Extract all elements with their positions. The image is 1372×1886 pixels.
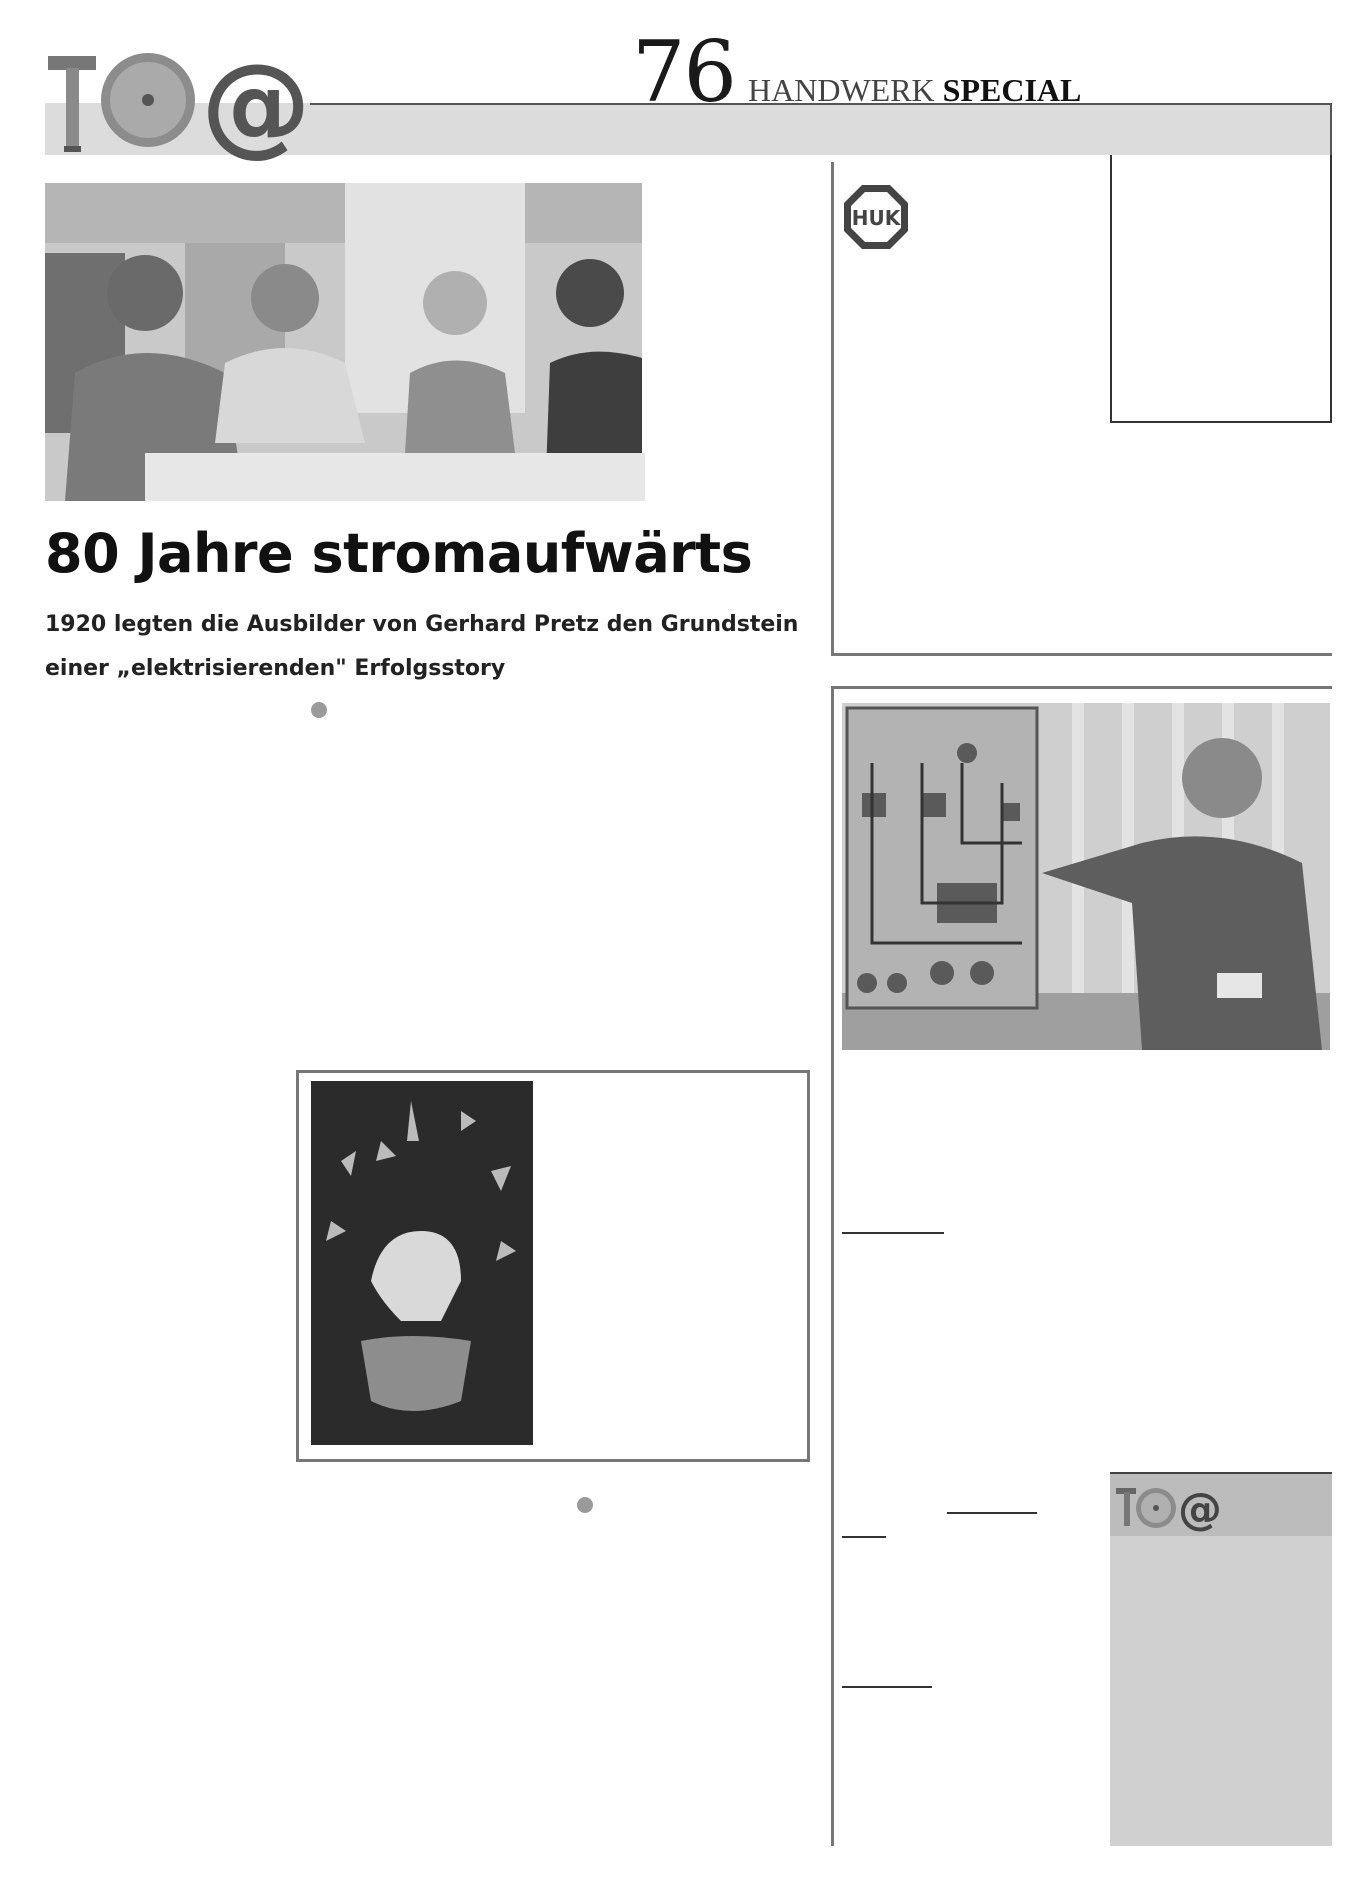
page-number: 76 [632,23,735,121]
saw-blade-icon [1136,1488,1176,1528]
bulb-photo [311,1081,533,1445]
section-title-special: SPECIAL [942,72,1082,108]
article-headline: 80 Jahre stromaufwärts [45,522,753,585]
text-rule [842,1536,886,1538]
text-rule [842,1232,944,1234]
svg-text:@: @ [201,40,311,168]
right-column-rule-second [831,686,1332,689]
bullet-dot-icon [577,1497,593,1513]
huk-logo [842,183,910,251]
section-title-main: HANDWERK [748,72,935,108]
bullet-dot-icon [311,702,327,718]
text-rule [842,1686,932,1688]
section-logo [46,40,311,168]
sidebar-logo [1114,1480,1222,1535]
right-column-rule-top [831,162,834,656]
right-column-rule-bottom [831,686,834,1846]
article-subhead [45,603,825,691]
right-column-rule-divider [831,653,1332,656]
at-sign-icon [201,40,311,168]
header-rule-right [1330,103,1332,155]
apprentice-photo [842,703,1330,1050]
at-sign-icon [1178,1484,1222,1535]
hammer-icon [1116,1488,1136,1526]
article-subhead-line1: 1920 legten die Ausbilder von Gerhard Pretz den Grundstein [45,612,799,637]
group-photo [45,183,642,501]
saw-blade-icon [101,53,195,147]
huk-logo-text: HUK [851,206,901,230]
ad-box [1110,155,1332,423]
svg-text:@: @ [1178,1484,1222,1535]
hammer-icon [48,56,96,152]
text-rule [947,1512,1037,1514]
section-title [748,74,1081,106]
article-subhead-line2: einer „elektrisierenden" Erfolgsstory [45,656,506,681]
